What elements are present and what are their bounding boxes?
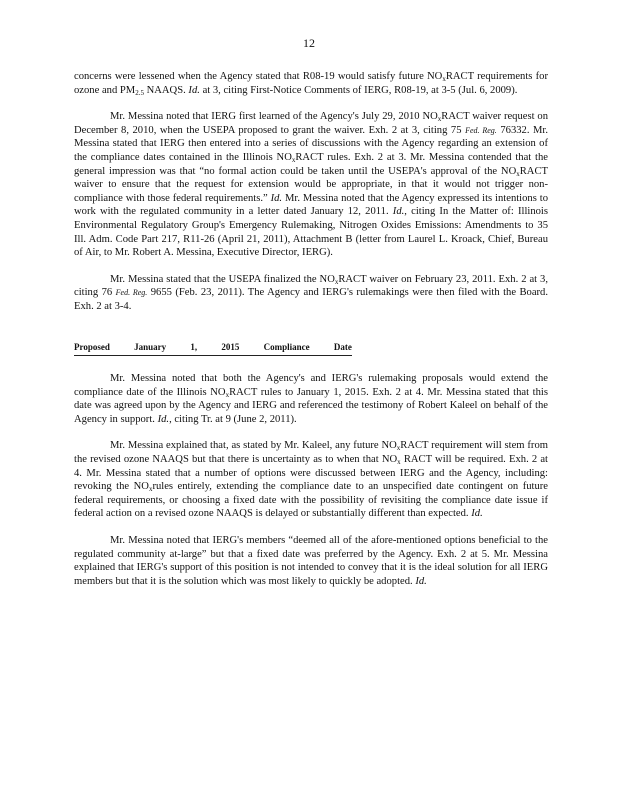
subscript: x <box>148 485 153 494</box>
text-run: RACT will be required. Exh. 2 at 4. Mr. Messina stated that a number of options were discussed between IERG and the Agency, including: revoking the NO <box>74 454 549 493</box>
document-body <box>74 70 548 601</box>
page-number: 12 <box>303 36 315 50</box>
text-run: RACT requirement will stem from the revised ozone NAAQS but that there is uncertainty as to when that NO <box>74 440 548 466</box>
subscript: 2.5 <box>135 88 144 97</box>
text-run: Mr. Messina noted that IERG first learned of the Agency's July 29, 2010 NO <box>110 111 438 123</box>
citation-id: Id. <box>157 413 170 425</box>
text-run: , citing Tr. at 9 (June 2, 2011). <box>169 413 297 425</box>
citation-id: Id. <box>188 84 200 96</box>
citation-id: Id. <box>270 192 283 204</box>
text-run: NAAQS. <box>146 84 186 96</box>
subscript: x <box>334 277 339 286</box>
text-run: RACT requirements for ozone and PM <box>74 71 548 96</box>
text-run: rules entirely, extending the compliance date to an unspecified date contingent on future federal requirements, or choosing a fixed date with the possibility of revisiting the compliance date issue if federal action on a revised ozone NAAQS is delayed or substantially different than expected. <box>74 481 549 520</box>
text-run: at 3, citing First-Notice Comments of IERG, R08-19, at 3-5 (Jul. 6, 2009). <box>202 84 518 96</box>
text-run: RACT waiver to ensure that the request for extension would be appropriate, in that it would not trigger non-compliance with those federal requirements.” <box>74 165 548 204</box>
subscript: x <box>396 444 401 453</box>
citation-id: Id. <box>415 575 427 587</box>
text-run: Mr. Messina noted that the Agency expressed its intentions to work with the regulated community in a letter dated January 12, 2011. <box>74 192 548 218</box>
text-run: Mr. Messina noted that both the Agency's and IERG's rulemaking proposals would extend the compliance date of the Illinois NO <box>74 373 548 398</box>
text-run: RACT rules to January 1, 2015. Exh. 2 at 4. Mr. Messina stated that this date was agreed upon by the Agency and IERG and referenced the testimony of Robert Kaleel on behalf of the Agency in support. <box>74 386 548 425</box>
text-run: RACT rules. Exh. 2 at 3. Mr. Messina contended that the general impression was that “no formal action could be taken until the USEPA's approval of the NO <box>74 151 548 177</box>
subscript: x <box>291 155 296 164</box>
subscript: x <box>397 458 401 467</box>
citation-id: Id. <box>392 206 405 218</box>
paragraph-5 <box>74 439 548 521</box>
paragraph-4 <box>74 372 548 426</box>
paragraph-6 <box>74 534 548 588</box>
text-run: Mr. Messina noted that IERG's members “deemed all of the afore-mentioned options beneficial to the regulated community at-large” but that a fixed date was preferred by the Agency. Exh. 2 at 5. Mr. Messina explained that IERG's support of this position is not intended to convey that it is the ideal solution for all IERG members but that it is the solution which was most likely to quickly be adopted. <box>74 535 548 587</box>
text-run: Mr. Messina explained that, as stated by Mr. Kaleel, any future NO <box>110 440 397 452</box>
text-run: Mr. Messina stated that the USEPA finalized the NO <box>110 273 335 285</box>
text-run: RACT waiver on February 23, 2011. Exh. 2 at 3, citing 76 <box>74 273 548 299</box>
paragraph-2 <box>74 110 548 260</box>
subscript: x <box>225 390 230 399</box>
citation-fed-reg: Fed. Reg. <box>115 288 148 298</box>
text-run: 76332. Mr. Messina stated that IERG then entered into a series of discussions with the Agency regarding an extension of the compliance dates contained in the Illinois NO <box>74 124 549 163</box>
subscript: x <box>442 75 446 83</box>
paragraph-3 <box>74 273 548 314</box>
subscript: x <box>437 115 442 124</box>
citation-id: Id. <box>471 508 483 520</box>
text-run: RACT waiver request on December 8, 2010, when the USEPA proposed to grant the waiver. Exh. 2 at 3, citing 75 <box>74 111 549 136</box>
citation-fed-reg: Fed. Reg. <box>465 125 497 135</box>
text-run: 9655 (Feb. 23, 2011). The Agency and IERG's rulemakings were then filed with the Board. Exh. 2 at 3-4. <box>74 287 549 312</box>
text-run: , citing In the Matter of: Illinois Environmental Regulatory Group's Emergency Rulemaking, Nitrogen Oxides Emissions: Amendments to 35 Ill. Adm. Code Part 217, R11-26 (April 21, 2011), Attachment B (letter from Laurel L. Kroack, Chief, Bureau of Air, to Mr. Robert A. Messina, Executive Director, IERG). <box>74 206 548 259</box>
paragraph-1 <box>74 70 548 97</box>
text-run: concerns were lessened when the Agency stated that R08-19 would satisfy future NO <box>74 71 443 82</box>
subscript: x <box>516 169 520 178</box>
section-heading: Proposed January 1, 2015 Compliance Date <box>74 341 352 357</box>
